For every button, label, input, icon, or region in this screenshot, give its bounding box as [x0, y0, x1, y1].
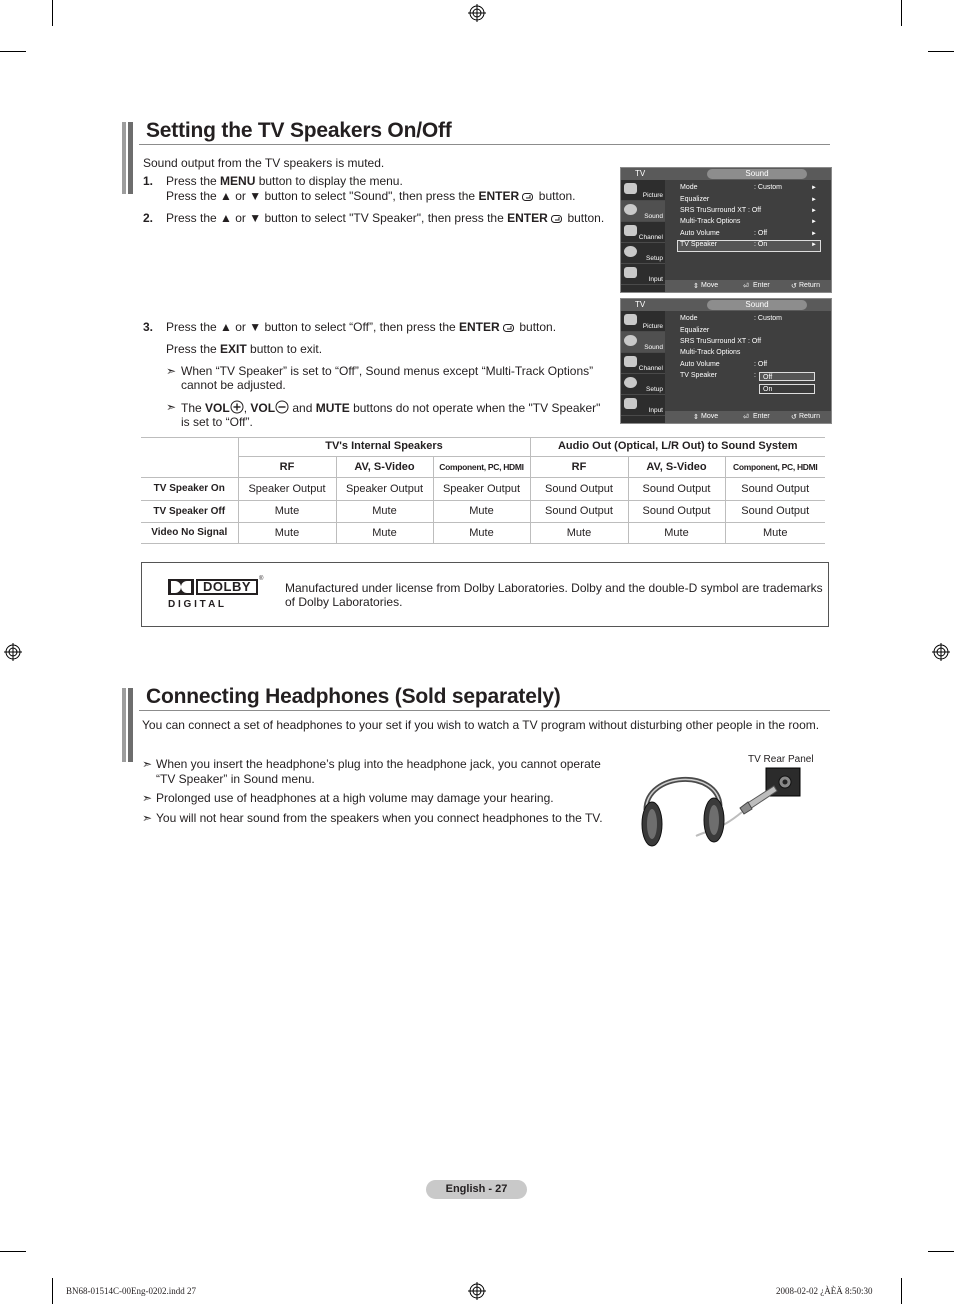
osd-row-label: Multi-Track Options — [680, 349, 741, 356]
volume-down-icon — [275, 400, 289, 414]
note-text: The VOL , VOL and MUTE buttons do not operate when the "TV Speaker" — [181, 401, 601, 415]
table-cell: Sound Output — [725, 500, 825, 522]
table-column-header: RF — [530, 456, 628, 477]
table-cell: Speaker Output — [336, 477, 433, 500]
osd-row-label: TV Speaker — [680, 372, 717, 379]
section-bar — [122, 688, 126, 762]
note-text: Prolonged use of headphones at a high volume may damage your hearing. — [156, 791, 554, 805]
registration-mark-icon — [4, 643, 22, 661]
dolby-digital: D I G I T A L — [168, 599, 224, 610]
page-number: English - 27 — [426, 1180, 527, 1199]
table-group-header: TV's Internal Speakers — [238, 437, 530, 456]
osd-side-picture: Picture — [642, 192, 663, 199]
intro-text: Sound output from the TV speakers is muted. — [143, 156, 385, 170]
note-arrow-icon: ➣ — [142, 811, 153, 825]
table-row-header: TV Speaker Off — [141, 500, 238, 522]
osd-option-off: Off — [759, 372, 815, 381]
enter-icon — [551, 214, 564, 224]
arrow-right-icon: ► — [811, 219, 817, 225]
note-text: cannot be adjusted. — [181, 378, 286, 392]
tv-rear-panel-label: TV Rear Panel — [748, 754, 814, 765]
dolby-word: DOLBY — [196, 579, 258, 595]
osd-row-label: Multi-Track Options — [680, 218, 741, 225]
registration-mark-icon — [932, 643, 950, 661]
intro-text: You can connect a set of headphones to your set if you wish to watch a TV program without disturbing other people in the room. — [142, 718, 820, 732]
step-number: 3. — [143, 320, 154, 334]
section-title: Setting the TV Speakers On/Off — [146, 119, 452, 142]
print-slug-date: 2008-02-02 ¿ÀÈÄ 8:50:30 — [776, 1286, 873, 1296]
table-column-header: Component, PC, HDMI — [433, 456, 530, 477]
osd-row-label: SRS TruSurround XT : Off — [680, 207, 762, 214]
osd-side-sound: Sound — [644, 213, 663, 220]
section-title: Connecting Headphones (Sold separately) — [146, 685, 561, 708]
section-bar — [128, 688, 133, 762]
table-group-header: Audio Out (Optical, L/R Out) to Sound System — [530, 437, 825, 456]
table-cell: Mute — [336, 522, 433, 543]
note-arrow-icon: ➣ — [142, 757, 153, 771]
osd-footer-move: Move — [701, 282, 719, 289]
osd-side-picture: Picture — [642, 323, 663, 330]
sound-icon — [624, 204, 637, 215]
return-icon: ↺ — [791, 414, 797, 421]
note-arrow-icon: ➣ — [166, 364, 177, 378]
step-1-line-2: Press the ▲ or ▼ button to select "Sound", then press the ENTER button. — [166, 189, 576, 203]
registration-mark-icon — [468, 4, 486, 22]
osd-row-label: Mode — [680, 184, 698, 191]
table-cell: Mute — [530, 522, 628, 543]
volume-up-icon — [230, 400, 244, 414]
note-text: is set to “Off”. — [181, 415, 253, 429]
input-icon — [624, 267, 637, 278]
osd-footer-return: Return — [799, 413, 821, 420]
osd-row-label: Mode — [680, 315, 698, 322]
step-3-line-2: Press the EXIT button to exit. — [166, 342, 323, 356]
note-arrow-icon: ➣ — [142, 791, 153, 805]
osd-side-setup: Setup — [646, 255, 663, 262]
arrow-right-icon: ► — [811, 197, 817, 203]
input-icon — [624, 398, 637, 409]
step-3-line-1: Press the ▲ or ▼ button to select “Off”, then press the ENTER button. — [166, 320, 557, 334]
print-slug-file: BN68-01514C-00Eng-0202.indd 27 — [66, 1286, 196, 1296]
table-cell: Mute — [433, 500, 530, 522]
table-cell: Mute — [433, 522, 530, 543]
enter-icon: ⏎ — [743, 283, 749, 290]
osd-row-value: : On — [754, 241, 768, 248]
table-column-header: Component, PC, HDMI — [725, 456, 825, 477]
osd-footer-enter: Enter — [753, 282, 770, 289]
dolby-registered: ® — [259, 576, 264, 582]
table-column-header: RF — [238, 456, 336, 477]
setup-icon — [624, 246, 637, 257]
section-rule — [139, 144, 830, 145]
section-rule — [139, 710, 830, 711]
osd-side-input: Input — [648, 407, 663, 414]
note-text: You will not hear sound from the speakers when you connect headphones to the TV. — [156, 811, 603, 825]
osd-tv-label: TV — [635, 169, 646, 178]
channel-icon — [624, 225, 637, 236]
table-row — [141, 500, 825, 522]
picture-icon — [624, 314, 637, 325]
dolby-text: Manufactured under license from Dolby Laboratories. Dolby and the double-D symbol are trademarks — [285, 581, 823, 595]
table-cell: Mute — [628, 522, 725, 543]
step-2-text: Press the ▲ or ▼ button to select "TV Speaker", then press the ENTER button. — [166, 211, 605, 225]
osd-side-setup: Setup — [646, 386, 663, 393]
arrow-right-icon: ► — [811, 231, 817, 237]
setup-icon — [624, 377, 637, 388]
move-icon: ⇕ — [693, 283, 699, 290]
table-row-header: TV Speaker On — [141, 477, 238, 500]
osd-side-sound: Sound — [644, 344, 663, 351]
move-icon: ⇕ — [693, 414, 699, 421]
step-number: 2. — [143, 211, 154, 225]
osd-row-label: Auto Volume — [680, 230, 720, 237]
osd-row-value: : Custom — [754, 184, 783, 191]
osd-title: Sound — [707, 169, 807, 179]
dolby-license-box — [141, 562, 829, 627]
osd-row-value: : Custom — [754, 315, 783, 322]
osd-footer-enter: Enter — [753, 413, 770, 420]
table-row — [141, 522, 825, 543]
osd-side-channel: Channel — [638, 234, 663, 241]
table-cell: Mute — [336, 500, 433, 522]
table-column-header: AV, S-Video — [336, 456, 433, 477]
note-text: When “TV Speaker” is set to “Off”, Sound menus except “Multi-Track Options” — [181, 364, 594, 378]
table-row — [141, 477, 825, 500]
osd-row-value: : Off — [754, 361, 768, 368]
osd-title: Sound — [707, 300, 807, 310]
table-column-header: AV, S-Video — [628, 456, 725, 477]
osd-row-value: : Off — [754, 230, 768, 237]
osd-side-channel: Channel — [638, 365, 663, 372]
osd-option-on: On — [759, 384, 815, 394]
headphones-icon — [638, 764, 808, 852]
osd-footer-return: Return — [799, 282, 821, 289]
osd-side-input: Input — [648, 276, 663, 283]
step-1-line-1: Press the MENU button to display the menu. — [166, 174, 403, 188]
osd-row-label: Auto Volume — [680, 361, 720, 368]
enter-icon — [522, 192, 535, 202]
osd-row-label: Equalizer — [680, 327, 710, 334]
note-text: “TV Speaker” in Sound menu. — [156, 772, 315, 786]
tv-osd-sound-menu — [620, 167, 832, 293]
osd-row-value: : — [754, 372, 756, 379]
table-cell: Sound Output — [628, 500, 725, 522]
note-text: When you insert the headphone’s plug into the headphone jack, you cannot operate — [156, 757, 601, 771]
table-row-header: Video No Signal — [141, 522, 238, 543]
table-cell: Mute — [725, 522, 825, 543]
step-number: 1. — [143, 174, 154, 188]
section-bar — [128, 122, 133, 194]
enter-icon: ⏎ — [743, 414, 749, 421]
dolby-double-d-icon — [168, 579, 194, 595]
osd-row-label: SRS TruSurround XT : Off — [680, 338, 762, 345]
picture-icon — [624, 183, 637, 194]
table-cell: Sound Output — [530, 500, 628, 522]
enter-icon — [503, 323, 516, 333]
arrow-right-icon: ► — [811, 242, 817, 248]
tv-osd-sound-menu — [620, 298, 832, 424]
table-cell: Mute — [238, 522, 336, 543]
arrow-right-icon: ► — [811, 185, 817, 191]
table-cell: Sound Output — [628, 477, 725, 500]
sound-icon — [624, 335, 637, 346]
return-icon: ↺ — [791, 283, 797, 290]
table-cell: Speaker Output — [238, 477, 336, 500]
osd-footer-move: Move — [701, 413, 719, 420]
dolby-text: of Dolby Laboratories. — [285, 595, 403, 609]
channel-icon — [624, 356, 637, 367]
table-cell: Mute — [238, 500, 336, 522]
table-cell: Speaker Output — [433, 477, 530, 500]
note-arrow-icon: ➣ — [166, 400, 177, 414]
speaker-output-table — [141, 437, 825, 544]
registration-mark-icon — [468, 1282, 486, 1300]
osd-row-label: TV Speaker — [680, 241, 717, 248]
osd-tv-label: TV — [635, 300, 646, 309]
arrow-right-icon: ► — [811, 208, 817, 214]
table-cell: Sound Output — [530, 477, 628, 500]
table-corner — [141, 437, 238, 477]
table-cell: Sound Output — [725, 477, 825, 500]
osd-row-label: Equalizer — [680, 196, 710, 203]
section-bar — [122, 122, 126, 194]
